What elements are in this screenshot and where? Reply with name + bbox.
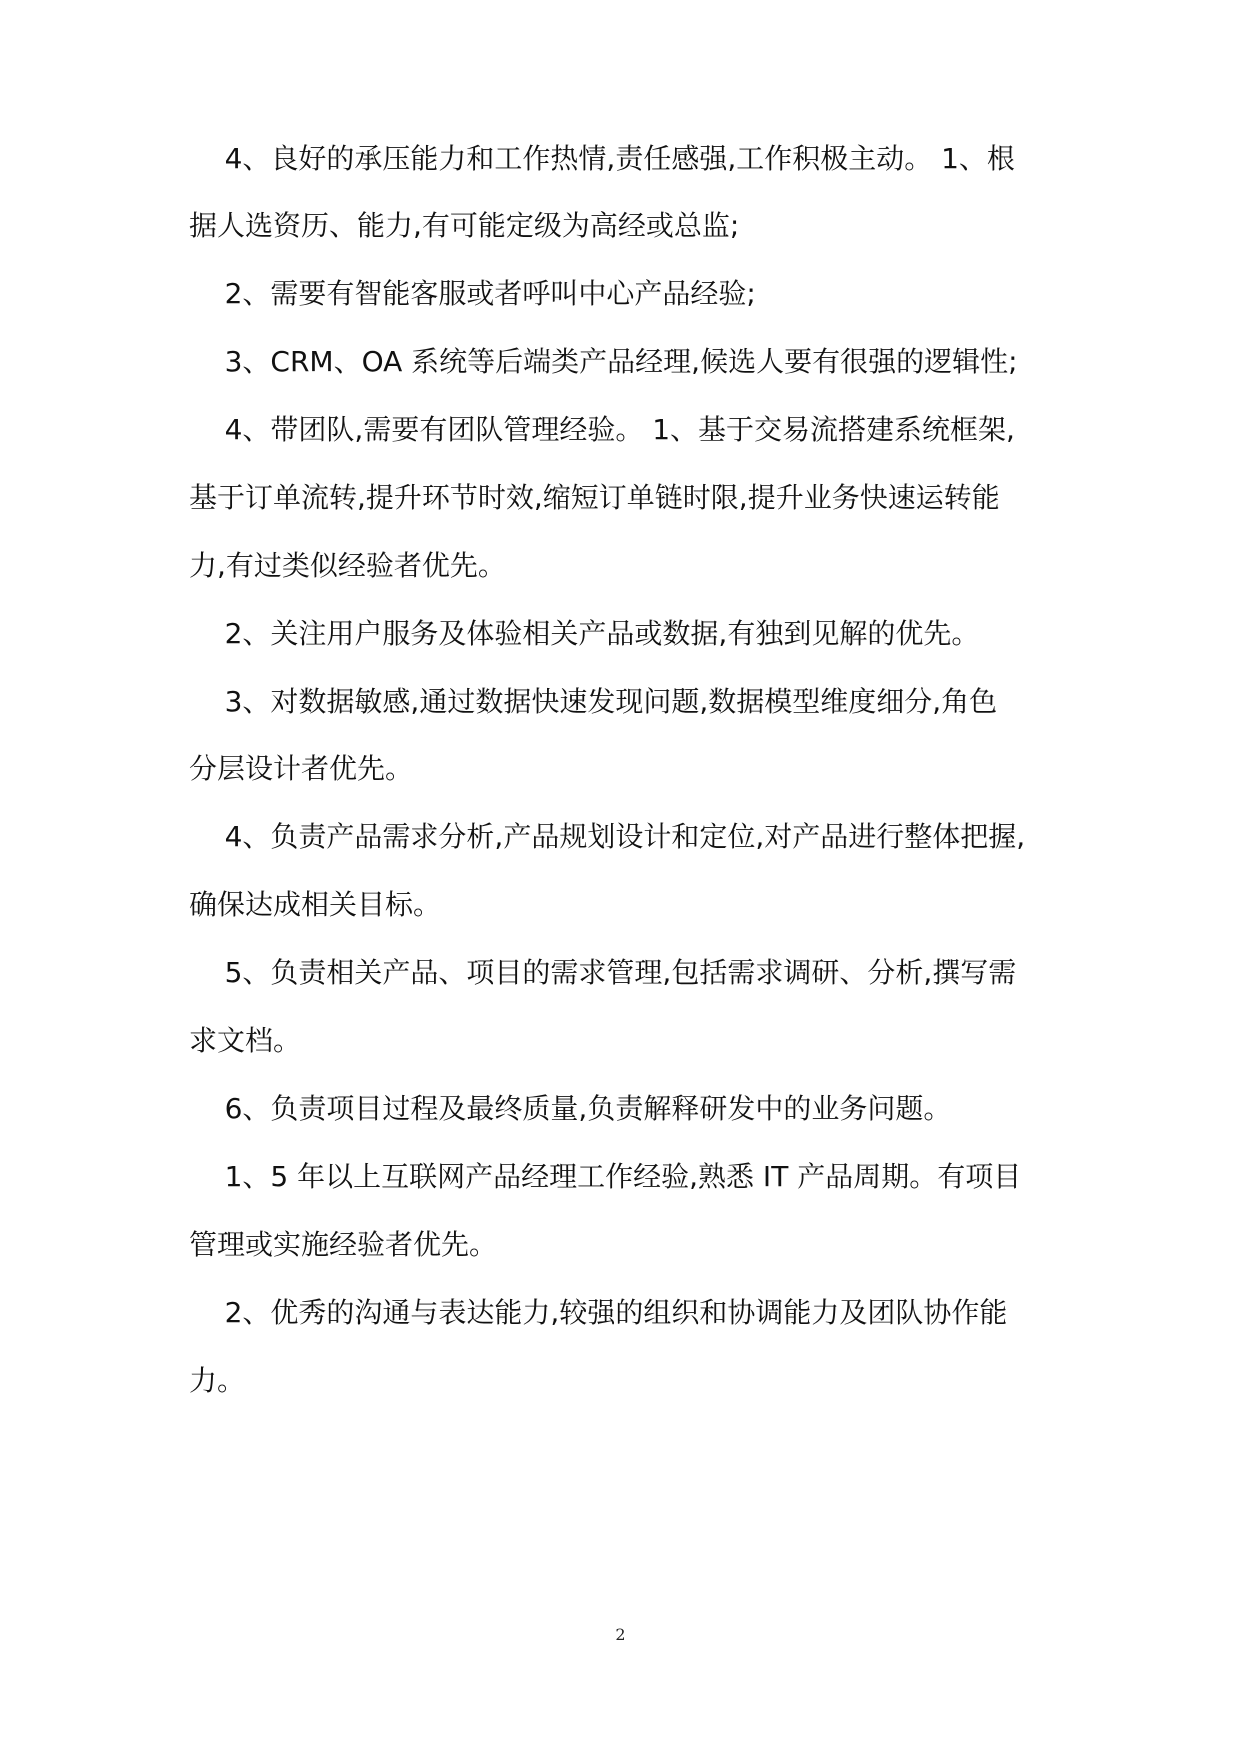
text-line: 2、优秀的沟通与表达能力,较强的组织和协调能力及团队协作能	[189, 1296, 1008, 1329]
text-line: 5、负责相关产品、项目的需求管理,包括需求调研、分析,撰写需	[189, 956, 1017, 989]
text-line: 4、负责产品需求分析,产品规划设计和定位,对产品进行整体把握,	[189, 820, 1026, 853]
text-line: 求文档。	[189, 1024, 302, 1057]
text-line: 力。	[189, 1364, 246, 1397]
page-number: 2	[615, 1625, 626, 1644]
text-line: 3、CRM、OA 系统等后端类产品经理,候选人要有很强的逻辑性;	[189, 345, 1018, 378]
text-line: 力,有过类似经验者优先。	[189, 549, 506, 582]
text-line: 1、5 年以上互联网产品经理工作经验,熟悉 IT 产品周期。有项目	[189, 1160, 1022, 1193]
text-line: 6、负责项目过程及最终质量,负责解释研发中的业务问题。	[189, 1092, 952, 1125]
text-line: 4、带团队,需要有团队管理经验。 1、基于交易流搭建系统框架,	[189, 413, 1015, 446]
text-line: 4、良好的承压能力和工作热情,责任感强,工作积极主动。 1、根	[189, 142, 1015, 175]
text-line: 2、关注用户服务及体验相关产品或数据,有独到见解的优先。	[189, 617, 980, 650]
text-line: 基于订单流转,提升环节时效,缩短订单链时限,提升业务快速运转能	[189, 481, 1000, 514]
text-line: 管理或实施经验者优先。	[189, 1228, 498, 1261]
text-line: 3、对数据敏感,通过数据快速发现问题,数据模型维度细分,角色	[189, 685, 998, 718]
text-line: 2、需要有智能客服或者呼叫中心产品经验;	[189, 277, 756, 310]
text-line: 确保达成相关目标。	[189, 888, 442, 921]
text-line: 据人选资历、能力,有可能定级为高经或总监;	[189, 209, 740, 242]
text-line: 分层设计者优先。	[189, 752, 414, 785]
